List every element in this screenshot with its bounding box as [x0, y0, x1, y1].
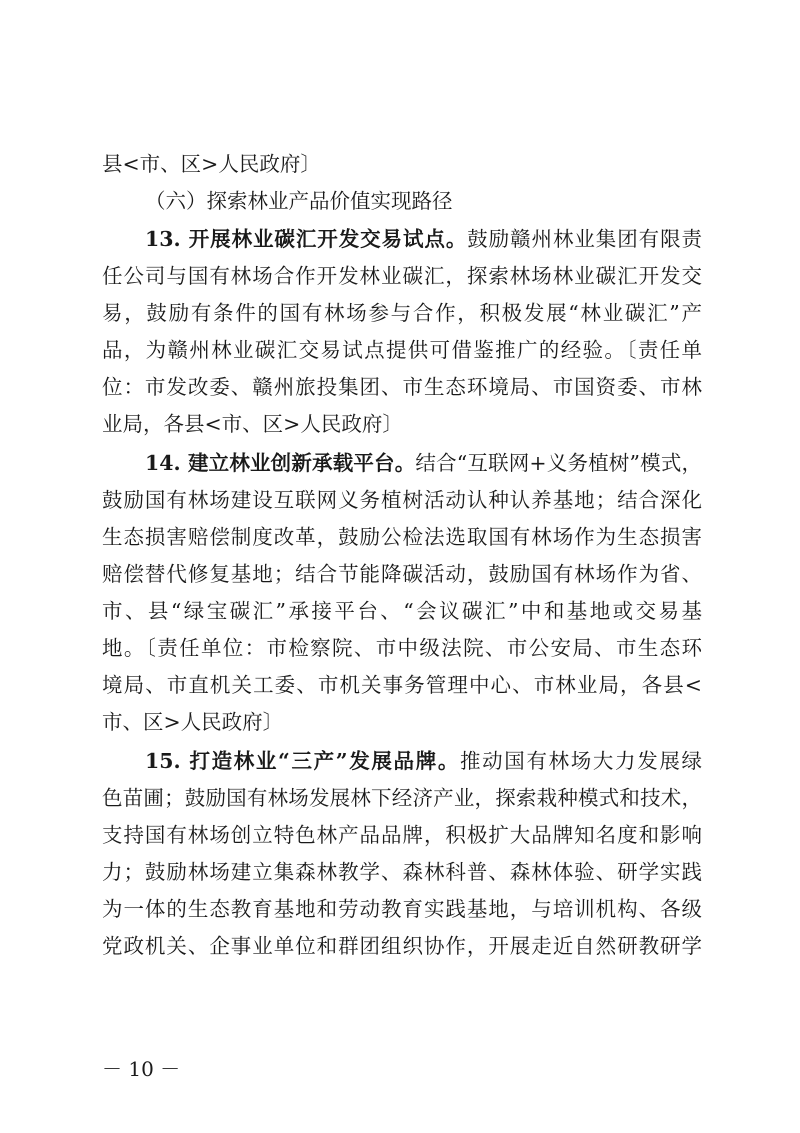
body-line: 位：市发改委、赣州旅投集团、市生态环境局、市国资委、市林	[102, 375, 702, 399]
body-line: 任公司与国有林场合作开发林业碳汇，探索林场林业碳汇开发交	[102, 264, 702, 288]
body-text: 鼓励赣州林业集团有限责	[467, 227, 702, 251]
body-line: 县<市、区>人民政府〕	[102, 152, 321, 176]
body-text: 结合“互联网+义务植树”模式，	[415, 451, 702, 475]
body-line: 境局、市直机关工委、市机关事务管理中心、市林业局，各县<	[102, 673, 702, 697]
item-13-heading: 13. 开展林业碳汇开发交易试点。	[145, 227, 468, 251]
body-line: 鼓励国有林场建设互联网义务植树活动认种认养基地；结合深化	[102, 488, 702, 512]
body-line: 党政机关、企事业单位和群团组织协作，开展走近自然研教研学	[102, 934, 702, 958]
section-heading: （六）探索林业产品价值实现路径	[145, 189, 453, 213]
page-number: － 10 －	[102, 1057, 181, 1081]
body-line: 业局，各县<市、区>人民政府〕	[102, 412, 403, 436]
body-line: 色苗圃；鼓励国有林场发展林下经济产业，探索栽种模式和技术，	[102, 786, 702, 810]
body-line: 赔偿替代修复基地；结合节能降碳活动，鼓励国有林场作为省、	[102, 562, 702, 586]
body-text: 推动国有林场大力发展绿	[460, 749, 703, 773]
body-line: 力；鼓励林场建立集森林教学、森林科普、森林体验、研学实践	[102, 860, 702, 884]
paragraph-14-first-line	[145, 449, 702, 477]
item-15-heading: 15. 打造林业“三产”发展品牌。	[145, 749, 460, 773]
paragraph-15-first-line	[145, 747, 702, 775]
body-line: 易，鼓励有条件的国有林场参与合作，积极发展“林业碳汇”产	[102, 301, 702, 325]
body-line: 地。〔责任单位：市检察院、市中级法院、市公安局、市生态环	[102, 636, 702, 660]
body-line: 支持国有林场创立特色林产品品牌，积极扩大品牌知名度和影响	[102, 823, 702, 847]
body-line: 为一体的生态教育基地和劳动教育实践基地，与培训机构、各级	[102, 897, 702, 921]
body-line: 市、县“绿宝碳汇”承接平台、“会议碳汇”中和基地或交易基	[102, 599, 702, 623]
item-14-heading: 14. 建立林业创新承载平台。	[145, 451, 416, 475]
body-line: 市、区>人民政府〕	[102, 710, 284, 734]
body-line: 生态损害赔偿制度改革，鼓励公检法选取国有林场作为生态损害	[102, 525, 702, 549]
body-line: 品，为赣州林业碳汇交易试点提供可借鉴推广的经验。〔责任单	[102, 338, 702, 362]
paragraph-13-first-line	[145, 225, 702, 253]
